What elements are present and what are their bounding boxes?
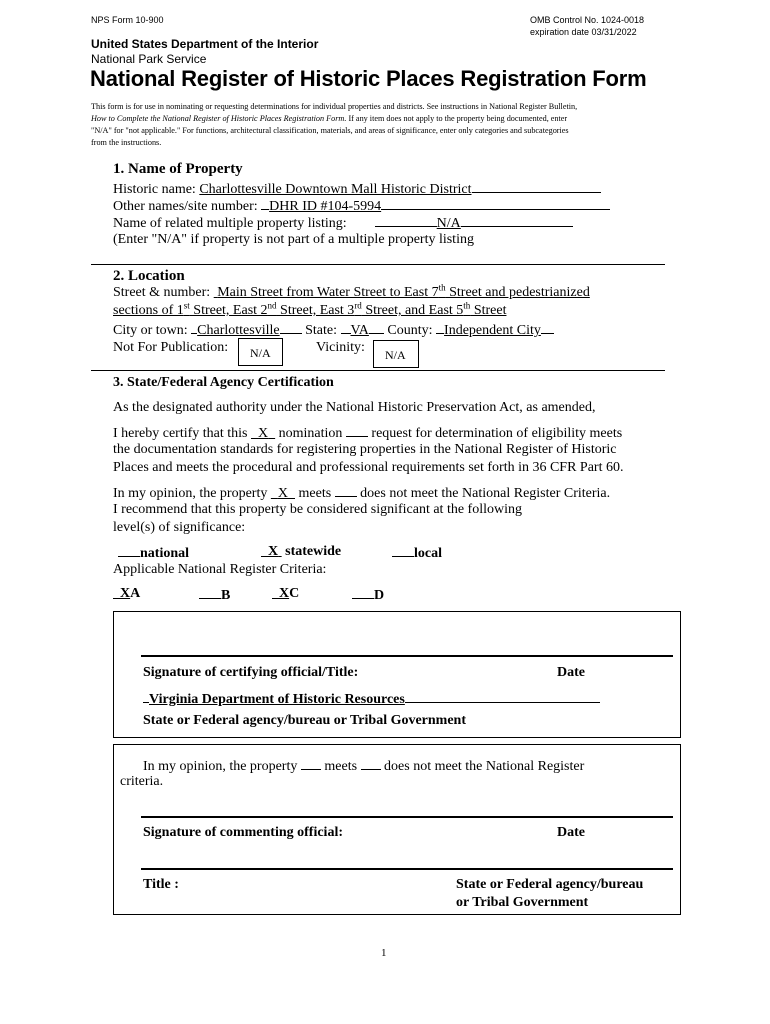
street-line2-blank: [506, 302, 601, 314]
comment-opinion-a: In my opinion, the property: [143, 759, 301, 774]
street-field[interactable]: [214, 282, 590, 300]
intro-line-3: "N/A" for "not applicable." For functions, architectural classification, materials, and areas of significance, enter only categories and subcategories: [91, 126, 569, 135]
intro-line-2: [91, 114, 567, 123]
certifying-date-label: Date: [557, 665, 585, 680]
city-field[interactable]: Charlottesville: [197, 323, 280, 338]
omb-control: OMB Control No. 1024-0018: [530, 15, 645, 25]
section-2-heading: 2. Location: [113, 268, 185, 284]
criterion-b-blank: [199, 586, 221, 599]
service: National Park Service: [91, 52, 207, 66]
street-label: Street & number:: [113, 285, 214, 300]
opinion-text-c: does not meet the National Register Criteria.: [356, 486, 611, 501]
criterion-a[interactable]: [113, 586, 140, 602]
county-label: County:: [387, 323, 437, 338]
city-blank: [280, 321, 302, 334]
related-listing-blank: [461, 214, 573, 227]
related-listing-field[interactable]: N/A: [436, 216, 461, 231]
nomination-checkbox[interactable]: [251, 426, 275, 441]
street-value-b: Street and pedestrianized: [445, 285, 590, 300]
section-divider-1: [91, 264, 665, 265]
authority-text: As the designated authority under the National Historic Preservation Act, as amended,: [113, 400, 596, 415]
not-for-publication-field[interactable]: N/A: [238, 338, 283, 366]
historic-name-row: [113, 180, 601, 198]
commenting-title-label: Title :: [143, 877, 179, 892]
street-line2-d: Street, and East 5: [361, 303, 464, 318]
commenting-agency-label-2: or Tribal Government: [456, 895, 589, 910]
certifying-agency-field[interactable]: [143, 690, 600, 708]
street-sup-nd: nd: [267, 300, 277, 311]
vicinity-label: Vicinity:: [316, 340, 365, 355]
form-id: NPS Form 10-900: [91, 15, 164, 25]
national-label: national: [140, 546, 190, 561]
county-blank-lead: [436, 321, 444, 334]
certifying-signature-line[interactable]: [141, 655, 673, 657]
section-divider-2: [91, 370, 665, 371]
comment-opinion-b: meets: [320, 759, 361, 774]
criterion-c-label: C: [289, 586, 300, 601]
criterion-c-mark: X: [279, 586, 290, 601]
other-names-label: Other names/site number:: [113, 199, 262, 214]
comment-opinion-c: does not meet the National Register: [380, 759, 585, 774]
section-1-heading: 1. Name of Property: [113, 161, 243, 177]
intro-bulletin-title: How to Complete the National Register of Historic Places Registration Form.: [91, 114, 347, 123]
state-blank-lead: [341, 321, 351, 334]
certify-line-3: Places and meets the procedural and professional requirements set forth in 36 CFR Part 60.: [113, 460, 624, 475]
city-row: [113, 321, 554, 339]
state-label: State:: [305, 323, 341, 338]
intro-line-4: from the instructions.: [91, 138, 162, 147]
statewide-label: statewide: [281, 544, 342, 559]
level-statewide[interactable]: [261, 544, 341, 560]
level-national[interactable]: [118, 544, 189, 562]
criterion-a-label: A: [130, 586, 141, 601]
street-sup-th: th: [438, 282, 446, 293]
certify-text-b: nomination: [275, 426, 346, 441]
page-number: 1: [381, 947, 387, 959]
street-line2-c: Street, East 3: [276, 303, 355, 318]
certify-text-c: request for determination of eligibility meets: [367, 426, 623, 441]
state-blank: [369, 321, 384, 334]
criterion-d-blank: [352, 586, 374, 599]
omb-expiration: expiration date 03/31/2022: [530, 27, 637, 37]
street-sup-st: st: [183, 300, 190, 311]
intro-line-1: This form is for use in nominating or requesting determinations for individual properties and districts. See instructions in National Register Bulletin,: [91, 102, 578, 111]
opinion-text-a: In my opinion, the property: [113, 486, 271, 501]
level-local[interactable]: [392, 544, 442, 562]
historic-name-field[interactable]: Charlottesville Downtown Mall Historic District: [199, 182, 472, 197]
commenting-signature-line[interactable]: [141, 816, 673, 818]
certify-line-2: the documentation standards for registering properties in the National Register of Historic: [113, 442, 617, 457]
street-line2-e: Street: [470, 303, 507, 318]
comment-opinion-row: [143, 757, 584, 775]
related-listing-label: Name of related multiple property listing:: [113, 216, 347, 231]
na-note: (Enter "N/A" if property is not part of a multiple property listing: [113, 232, 474, 247]
related-listing-blank-lead: [375, 214, 437, 227]
local-blank: [392, 544, 414, 557]
commenting-date-label: Date: [557, 825, 585, 840]
opinion-row: [113, 484, 610, 502]
city-label: City or town:: [113, 323, 192, 338]
comment-opinion-line-2: criteria.: [120, 774, 164, 789]
certify-row: [113, 424, 622, 442]
criterion-b[interactable]: [199, 586, 230, 604]
commenting-signature-label: Signature of commenting official:: [143, 825, 343, 840]
criteria-label: Applicable National Register Criteria:: [113, 562, 327, 577]
criterion-d-label: D: [374, 588, 385, 603]
certifying-agency-label: State or Federal agency/bureau or Tribal Government: [143, 713, 467, 728]
eligibility-checkbox[interactable]: [346, 424, 368, 437]
street-value-a: Main Street from Water Street to East 7: [217, 285, 439, 300]
statewide-mark: X: [268, 544, 279, 559]
other-names-blank: [381, 197, 610, 210]
criterion-b-label: B: [221, 588, 231, 603]
recommend-line-2: level(s) of significance:: [113, 520, 246, 535]
criterion-a-mark: X: [120, 586, 131, 601]
state-field[interactable]: VA: [350, 323, 369, 338]
county-blank: [541, 321, 554, 334]
page-title: National Register of Historic Places Registration Form: [90, 66, 647, 91]
related-listing-row: [113, 214, 573, 232]
street-line-2[interactable]: [113, 302, 633, 319]
other-names-row: [113, 197, 610, 215]
county-field[interactable]: Independent City: [444, 323, 541, 338]
intro-line-2-rest: If any item does not apply to the property being documented, enter: [346, 114, 568, 123]
certify-text-a: I hereby certify that this: [113, 426, 252, 441]
recommend-line-1: I recommend that this property be considered significant at the following: [113, 502, 522, 517]
street-sup-rd: rd: [354, 300, 362, 311]
comment-meets-checkbox[interactable]: [301, 757, 321, 770]
nomination-mark: X: [258, 426, 269, 441]
does-not-meet-checkbox[interactable]: [335, 484, 357, 497]
section-3-heading: 3. State/Federal Agency Certification: [113, 375, 334, 390]
local-label: local: [414, 546, 442, 561]
street-row: [113, 282, 590, 301]
historic-name-blank: [472, 180, 601, 193]
other-names-blank-lead: [261, 197, 269, 210]
opinion-text-b: meets: [295, 486, 335, 501]
agency-blank: [405, 690, 600, 703]
criterion-c[interactable]: [272, 586, 299, 602]
certifying-agency-value: Virginia Department of Historic Resources: [149, 692, 405, 707]
not-for-publication-label: Not For Publication:: [113, 340, 229, 355]
street-sup-th-2: th: [463, 300, 471, 311]
meets-mark: X: [277, 486, 288, 501]
historic-name-label: Historic name:: [113, 182, 200, 197]
criterion-d[interactable]: [352, 586, 384, 604]
commenting-title-line[interactable]: [141, 868, 673, 870]
other-names-field[interactable]: DHR ID #104-5994: [269, 199, 382, 214]
street-line2-a: sections of 1: [113, 303, 184, 318]
national-blank: [118, 544, 140, 557]
street-line2-b: Street, East 2: [189, 303, 268, 318]
meets-checkbox[interactable]: [271, 486, 295, 501]
vicinity-field[interactable]: N/A: [373, 340, 419, 368]
comment-does-not-meet-checkbox[interactable]: [361, 757, 381, 770]
department: United States Department of the Interior: [91, 37, 319, 51]
certifying-signature-label: Signature of certifying official/Title:: [143, 665, 359, 680]
commenting-agency-label-1: State or Federal agency/bureau: [456, 877, 644, 892]
